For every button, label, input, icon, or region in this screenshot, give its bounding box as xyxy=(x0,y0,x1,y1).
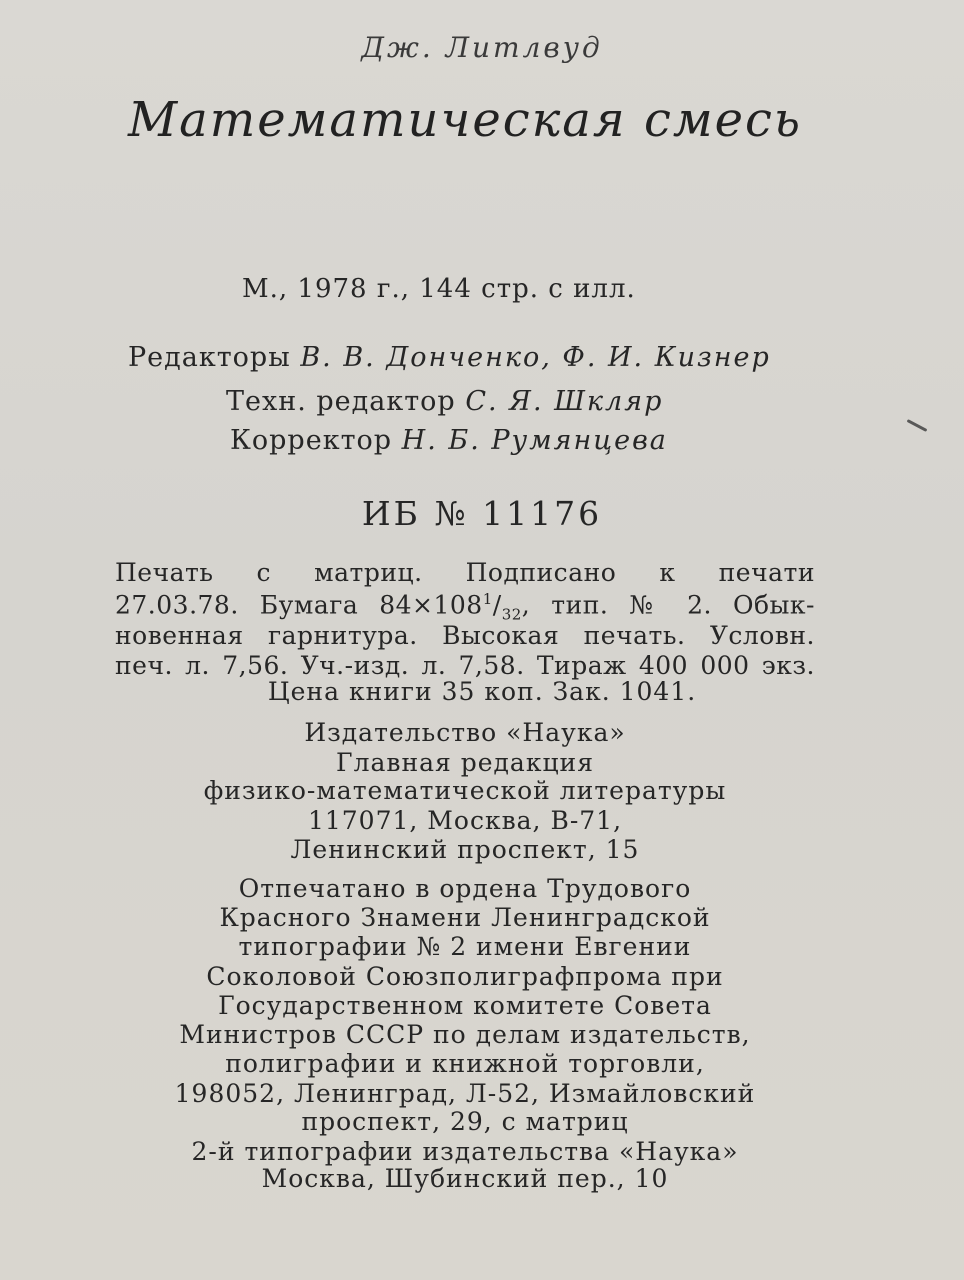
technical-editor-name: С. Я. Шкляр xyxy=(465,386,664,417)
printer-line-8: 198052, Ленинград, Л-52, Измайловский xyxy=(174,1079,756,1108)
editors-label: Редакторы xyxy=(128,342,291,373)
paper-format-fraction-denominator: 32 xyxy=(501,605,522,624)
technical-editor-credit xyxy=(226,388,663,415)
editors-names: В. В. Донченко, Ф. И. Кизнер xyxy=(300,342,771,373)
fraction-slash: / xyxy=(492,590,502,620)
author-name: Дж. Литлвуд xyxy=(361,31,603,64)
printer-line-11: Москва, Шубинский пер., 10 xyxy=(261,1164,669,1193)
printing-line-5: Цена книги 35 коп. Зак. 1041. xyxy=(267,677,697,706)
corrector-credit xyxy=(230,427,668,454)
printing-line-2 xyxy=(115,592,815,622)
technical-editor-label: Техн. редактор xyxy=(226,386,456,417)
editors-credit xyxy=(128,344,771,371)
book-title: Математическая смесь xyxy=(127,92,803,148)
printer-line-10: 2-й типографии издательства «Наука» xyxy=(191,1137,739,1166)
printer-line-1: Отпечатано в ордена Трудового xyxy=(238,874,692,903)
printing-line-3: новенная гарнитура. Высокая печать. Условн. xyxy=(115,621,815,650)
corrector-label: Корректор xyxy=(230,425,393,456)
printer-line-5: Государственном комитете Совета xyxy=(218,991,712,1020)
paper-format-fraction-numerator: 1 xyxy=(482,590,493,608)
printer-line-7: полиграфии и книжной торговли, xyxy=(225,1049,705,1078)
publisher-line-4: 117071, Москва, В-71, xyxy=(307,806,623,835)
printer-line-9: проспект, 29, с матриц xyxy=(301,1107,629,1136)
ib-number: ИБ № 11176 xyxy=(361,494,603,533)
publisher-line-5: Ленинский проспект, 15 xyxy=(290,835,640,864)
publisher-line-3: физико-математической литературы xyxy=(203,776,727,805)
publisher-line-1: Издательство «Наука» xyxy=(304,718,626,747)
printing-line-2-suffix: , тип. № 2. Обык- xyxy=(521,590,815,620)
corrector-name: Н. Б. Румянцева xyxy=(401,425,668,456)
publisher-line-2: Главная редакция xyxy=(336,748,594,777)
printer-line-3: типографии № 2 имени Евгении xyxy=(238,932,692,961)
printer-line-6: Министров СССР по делам издательств, xyxy=(179,1020,751,1049)
printer-line-2: Красного Знамени Ленинградской xyxy=(219,903,711,932)
printer-line-4: Соколовой Союзполиграфпрома при xyxy=(206,962,724,991)
printing-line-1: Печать с матриц. Подписано к печати xyxy=(115,558,815,587)
publication-meta: М., 1978 г., 144 стр. с илл. xyxy=(242,274,636,304)
margin-mark xyxy=(907,419,928,432)
printing-line-4: печ. л. 7,56. Уч.-изд. л. 7,58. Тираж 400 000 экз. xyxy=(115,651,815,680)
printing-line-2-prefix: 27.03.78. Бумага 84×108 xyxy=(115,590,483,620)
